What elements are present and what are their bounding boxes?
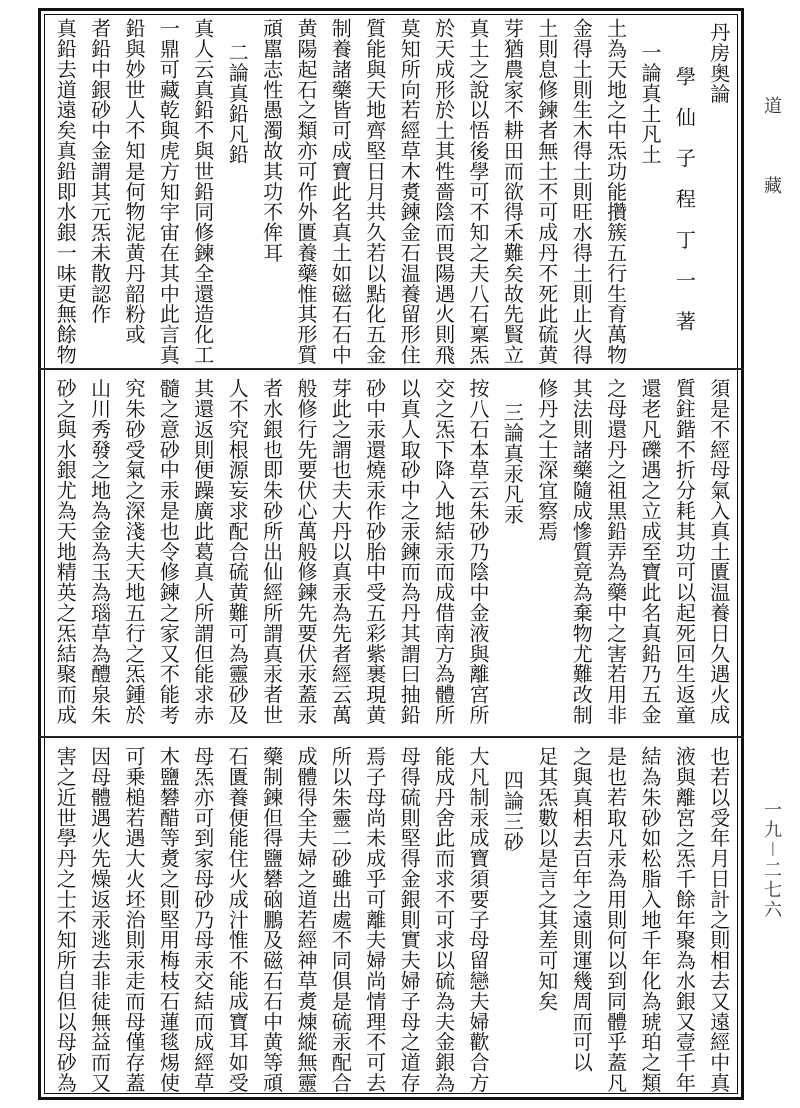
text-column: 人不究根源妄求配合硫黄難可為靈砂及 bbox=[225, 378, 250, 725]
text-column: 結為朱砂如松脂入地千年化為琥珀之類 bbox=[638, 746, 662, 1093]
text-column: 石匱養便能住火成汁惟不能成寶耳如受 bbox=[225, 746, 250, 1093]
panel-3 bbox=[48, 746, 736, 1096]
text-column: 大凡制汞成寶須要子母留戀夫婦歡合方 bbox=[466, 746, 490, 1093]
text-column: 一論真土凡土 bbox=[638, 42, 662, 165]
text-column: 髓之意砂中汞是也令修鍊之家又不能考 bbox=[156, 378, 181, 725]
text-column: 成體得全夫婦之道若經神草煑煉縱無靈 bbox=[294, 746, 318, 1093]
text-column: 鉛與妙世人不知是何物泥黄丹韶粉或 bbox=[122, 18, 146, 345]
text-column: 三論真汞凡汞 bbox=[500, 402, 525, 525]
text-column: 莫知所向若經草木煑鍊金石温養留形住 bbox=[397, 18, 422, 365]
text-column: 藥制鍊但得鹽礬硇鵬及磁石石中黄等頑 bbox=[259, 746, 284, 1093]
text-column: 制養諸藥皆可成寶此名真土如磁石石中 bbox=[328, 18, 353, 365]
text-column: 者水銀也即朱砂所出仙經所謂真汞者世 bbox=[259, 378, 284, 725]
text-column: 黄陽起石之類亦可作外匱養藥惟其形質 bbox=[294, 18, 318, 365]
text-column: 按八石本草云朱砂乃陰中金液與離宮所 bbox=[466, 378, 490, 725]
text-column: 質能與天地齊堅日月共久若以點化五金 bbox=[362, 18, 387, 365]
text-column: 砂中汞還燒汞作砂胎中受五彩紫裹現黄 bbox=[362, 378, 387, 725]
text-column: 學 仙 子 程 丁 一 著 bbox=[672, 66, 697, 332]
text-column: 修丹之士深宜察焉 bbox=[534, 378, 559, 542]
text-column: 真鉛去道遠矣真鉛即水銀一味更無餘物 bbox=[53, 18, 78, 365]
panel-divider-1 bbox=[38, 368, 744, 370]
text-column: 四論三砂 bbox=[500, 770, 525, 852]
text-column: 焉子母尚未成乎可離夫婦尚情理不可去 bbox=[362, 746, 387, 1093]
text-column: 一鼎可藏乾與虎方知宇宙在其中此言真 bbox=[156, 18, 181, 365]
text-column: 土則息修鍊者無土不可成丹不死此硫黄 bbox=[534, 18, 559, 365]
text-column: 丹房奥論 bbox=[706, 22, 731, 104]
text-column: 母炁亦可到家母砂乃母汞交結而成經草 bbox=[190, 746, 215, 1093]
side-label-top: 道 bbox=[761, 96, 782, 120]
text-column: 之母還丹之祖黒鉛弄為藥中之害若用非 bbox=[603, 378, 628, 725]
text-column: 質鉒鍇不折分耗其功可以起死回生返童 bbox=[672, 378, 697, 725]
text-column: 頑嚚志性愚濁故其功不侔耳 bbox=[259, 18, 284, 263]
text-column: 所以朱靈二砂雖出處不同俱是硫汞配合 bbox=[328, 746, 353, 1093]
text-column: 山川秀發之地為金為玉為瑙草為醴泉朱 bbox=[87, 378, 112, 725]
text-column: 土為天地之中炁功能攢簇五行生育萬物 bbox=[603, 18, 628, 365]
text-column: 須是不經母氣入真土匱温養日久遇火成 bbox=[706, 378, 731, 725]
side-label-tag: 藏 bbox=[761, 176, 782, 200]
text-column: 也若以受年月日計之則相去又遠經中真 bbox=[706, 746, 731, 1093]
text-column: 其還返則便躁廣此葛真人所謂但能求赤 bbox=[190, 378, 215, 725]
panel-divider-2 bbox=[38, 736, 744, 738]
text-column: 木鹽礬醋等煑之則堅用梅枝石蓮毯焬使 bbox=[156, 746, 181, 1093]
text-column: 以真人取砂中之汞鍊而為丹其謂曰抽鉛 bbox=[397, 378, 422, 725]
text-column: 還老凡礫遇之立成至寶此名真鉛乃五金 bbox=[638, 378, 662, 725]
text-column: 真土之說以悟後學可不知之夫八石稟炁 bbox=[466, 18, 490, 365]
text-column: 因母體遇火先燥返汞逃去非徒無益而又 bbox=[87, 746, 112, 1093]
text-column: 芽此之謂也夫大丹以真汞為先者經云萬 bbox=[328, 378, 353, 725]
text-column: 芽猶農家不耕田而欲得禾難矣故先賢立 bbox=[500, 18, 525, 365]
text-column: 者鉛中銀砂中金謂其元炁未散認作 bbox=[87, 18, 112, 324]
page-number: 一九－二七六 bbox=[761, 800, 782, 920]
text-column: 母得硫則堅得金銀則實夫婦子母之道存 bbox=[397, 746, 422, 1093]
text-column: 究朱砂受氣之深淺夫天地五行之炁鍾於 bbox=[122, 378, 146, 725]
text-column: 交之炁下降入地結汞而成借南方為體所 bbox=[431, 378, 456, 725]
text-column: 可乗槌若遇大火坯治則汞走而母僅存蓋 bbox=[122, 746, 146, 1093]
text-column: 之與真相去百年之遠則運幾周而可以 bbox=[569, 746, 594, 1073]
text-column: 其法則諸藥隨成慘質竟為棄物尤難改制 bbox=[569, 378, 594, 725]
text-column: 金得土則生木得土則旺水得土則止火得 bbox=[569, 18, 594, 365]
text-column: 般修行先要伏心萬般修鍊先要伏汞蓋汞 bbox=[294, 378, 318, 725]
text-column: 能成丹舍此而求不可求以硫為夫金銀為 bbox=[431, 746, 456, 1093]
text-column: 砂之與水銀尤為天地精英之炁結聚而成 bbox=[53, 378, 78, 725]
text-column: 真人云真鉛不與世鉛同修鍊全還造化工 bbox=[190, 18, 215, 365]
text-column: 是也若取凡汞為用則何以到同體乎蓋凡 bbox=[603, 746, 628, 1093]
text-column: 二論真鉛凡鉛 bbox=[225, 42, 250, 165]
text-column: 液與離宮之炁千餘年聚為水銀又壹千年 bbox=[672, 746, 697, 1093]
text-column: 害之近世學丹之士不知所自但以母砂為 bbox=[53, 746, 78, 1093]
text-column: 於天成形於土其性嗇陰而畏陽遇火則飛 bbox=[431, 18, 456, 365]
panel-2 bbox=[48, 378, 736, 732]
panel-1 bbox=[48, 18, 736, 364]
text-column: 足其炁數以是言之其差可知矣 bbox=[534, 746, 559, 1012]
